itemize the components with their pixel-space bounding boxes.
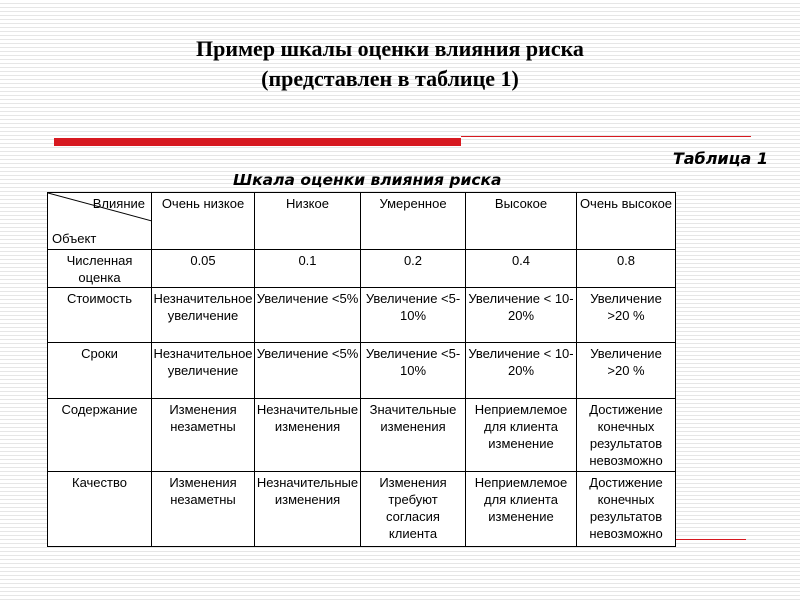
table-cell: Изменения требуют согласия клиента (361, 472, 466, 547)
corner-label-impact: Влияние (92, 196, 145, 211)
table-cell: Незначительное увеличение (152, 343, 255, 399)
corner-cell (48, 193, 152, 250)
table-cell: Увеличение <5% (255, 343, 361, 399)
row-label-numeric: Численная оценка (48, 250, 152, 288)
table-cell: Незначительные изменения (255, 399, 361, 472)
table-cell: Незначительные изменения (255, 472, 361, 547)
row-label-scope: Содержание (48, 399, 152, 472)
table-number: Таблица 1 (672, 149, 768, 168)
header-moderate: Умеренное (361, 193, 466, 250)
header-high: Высокое (466, 193, 577, 250)
table-row (48, 288, 676, 343)
table-row (48, 399, 676, 472)
table-row (48, 250, 676, 288)
risk-impact-table (47, 192, 676, 547)
table-cell: Достижение конечных результатов невозможно (577, 472, 676, 547)
header-very-low: Очень низкое (152, 193, 255, 250)
accent-line-bottom (676, 539, 746, 540)
accent-line (461, 136, 751, 137)
header-low: Низкое (255, 193, 361, 250)
header-very-high: Очень высокое (577, 193, 676, 250)
title-line-1: Пример шкалы оценки влияния риска (196, 36, 584, 61)
title-line-2: (представлен в таблице 1) (261, 66, 519, 91)
table-cell: 0.4 (466, 250, 577, 288)
table-cell: Изменения незаметны (152, 472, 255, 547)
table-row (48, 343, 676, 399)
table-cell: Значительные изменения (361, 399, 466, 472)
row-label-schedule: Сроки (48, 343, 152, 399)
table-cell: Изменения незаметны (152, 399, 255, 472)
table-row (48, 472, 676, 547)
table-cell: 0.8 (577, 250, 676, 288)
table-cell: Увеличение < 10-20% (466, 288, 577, 343)
row-label-cost: Стоимость (48, 288, 152, 343)
table-cell: Увеличение >20 % (577, 343, 676, 399)
header-row (48, 193, 676, 250)
accent-bar (54, 138, 461, 146)
table-cell: Неприемлемое для клиента изменение (466, 472, 577, 547)
table-cell: Достижение конечных результатов невозможно (577, 399, 676, 472)
table-cell: Увеличение <5% (255, 288, 361, 343)
table-cell: 0.1 (255, 250, 361, 288)
table-cell: Увеличение >20 % (577, 288, 676, 343)
risk-impact-table-container (47, 192, 675, 547)
table-caption: Шкала оценки влияния риска (233, 171, 502, 189)
table-cell: Неприемлемое для клиента изменение (466, 399, 577, 472)
table-cell: 0.05 (152, 250, 255, 288)
table-cell: Увеличение <5-10% (361, 288, 466, 343)
table-cell: 0.2 (361, 250, 466, 288)
row-label-quality: Качество (48, 472, 152, 547)
corner-label-object: Объект (52, 231, 97, 246)
table-cell: Незначительное увеличение (152, 288, 255, 343)
table-cell: Увеличение <5-10% (361, 343, 466, 399)
table-cell: Увеличение < 10-20% (466, 343, 577, 399)
page-title (0, 34, 780, 94)
